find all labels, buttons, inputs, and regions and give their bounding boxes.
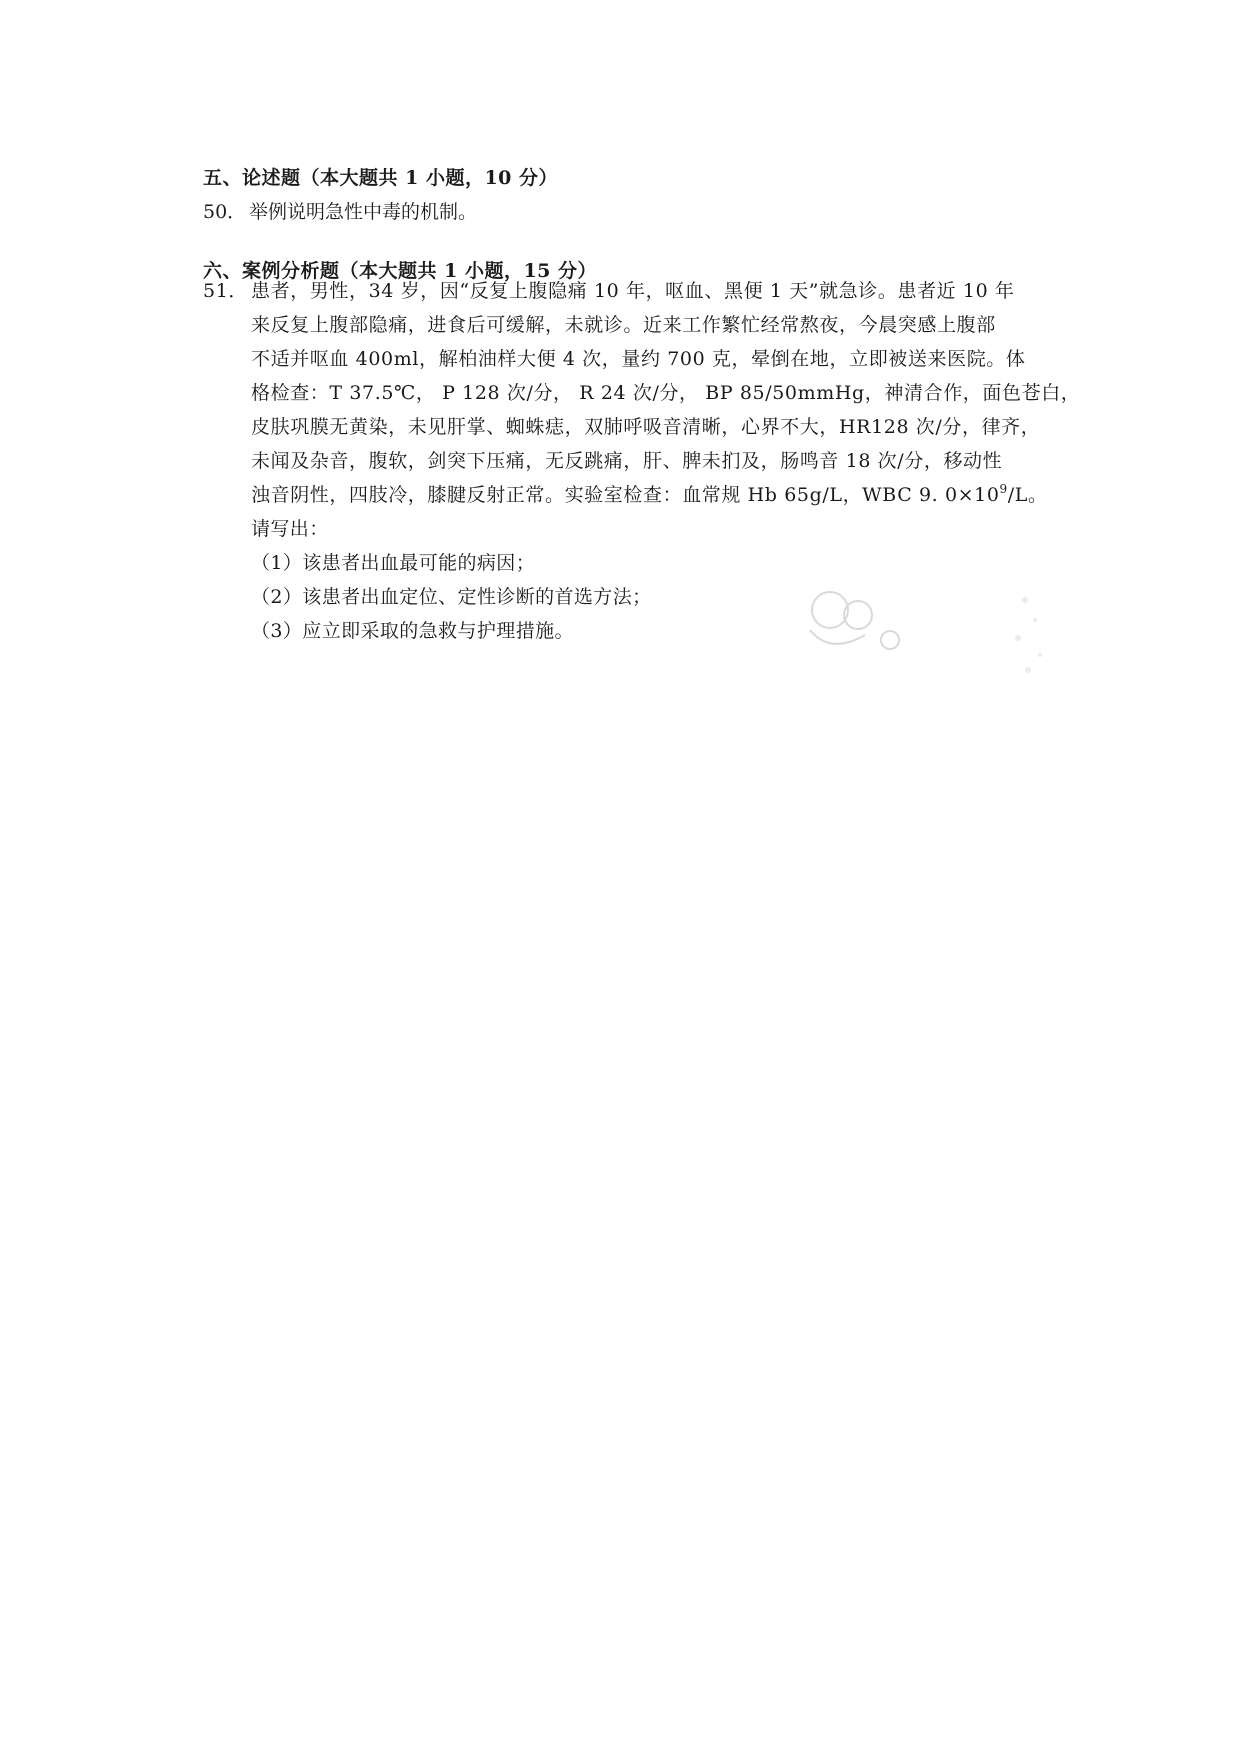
- lab-text: 浊音阴性，四肢冷，膝腱反射正常。实验室检查：血常规 Hb 65g/L，WBC 9. 0×10: [251, 484, 1000, 506]
- section-six-heading: 六、案例分析题（本大题共 1 小题，15 分）: [203, 260, 598, 282]
- sub-question-3: （3）应立即采取的急救与护理措施。: [251, 620, 574, 642]
- question-50-number: 50．: [203, 201, 247, 223]
- case-line: 不适并呕血 400ml，解柏油样大便 4 次，量约 700 克，晕倒在地，立即被送来医院。体: [251, 348, 1026, 370]
- case-line-lab: [203, 480, 1053, 514]
- case-line-text: 患者，男性，34 岁，因“反复上腹隐痛 10 年，呕血、黑便 1 天”就急诊。患者近 10 年: [251, 280, 1015, 302]
- sub-question-1: （1）该患者出血最可能的病因；: [251, 552, 536, 574]
- section-five-heading: 五、论述题（本大题共 1 小题，10 分）: [203, 167, 559, 189]
- lab-unit: /L。: [1007, 484, 1048, 506]
- case-line: 皮肤巩膜无黄染，未见肝掌、蜘蛛痣，双肺呼吸音清晰，心界不大，HR128 次/分，律齐，: [251, 416, 1041, 438]
- question-50-text: 举例说明急性中毒的机制。: [249, 201, 478, 223]
- sub-question-2: （2）该患者出血定位、定性诊断的首选方法；: [251, 586, 652, 608]
- case-line: [203, 276, 1053, 310]
- case-line: 格检查：T 37.5℃， P 128 次/分， R 24 次/分， BP 85/50mmHg，神清合作，面色苍白，: [251, 382, 1081, 404]
- answer-prompt: 请写出：: [251, 518, 329, 540]
- question-51: [203, 276, 1081, 650]
- question-51-number: 51．: [203, 280, 248, 302]
- exponent: 9: [999, 482, 1008, 496]
- case-line: 来反复上腹部隐痛，进食后可缓解，未就诊。近来工作繁忙经常熬夜，今晨突感上腹部: [251, 314, 996, 336]
- case-line: 未闻及杂音，腹软，剑突下压痛，无反跳痛，肝、脾未扪及，肠鸣音 18 次/分，移动性: [251, 450, 1003, 472]
- question-50: [203, 197, 477, 224]
